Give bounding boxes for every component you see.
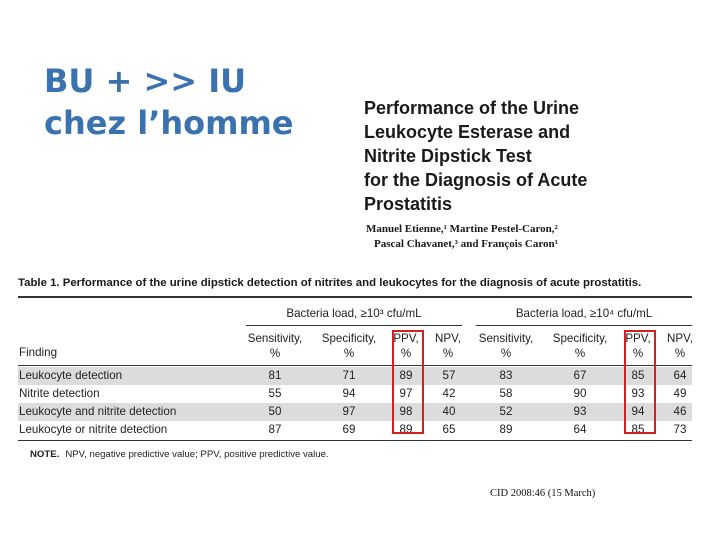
- table-cell: 64: [673, 369, 687, 382]
- table-cell: 94: [631, 405, 645, 418]
- col-header-specificity-2: [545, 331, 615, 361]
- col-header-unit: %: [574, 347, 586, 360]
- table-cell: 73: [673, 423, 687, 436]
- table-bottom-rule: [18, 440, 692, 441]
- table-cell: 42: [442, 387, 456, 400]
- table-cell: 83: [499, 369, 513, 382]
- col-header-unit: %: [400, 347, 412, 360]
- col-header-npv-1: [430, 331, 466, 361]
- row-finding: Nitrite detection: [19, 387, 100, 400]
- table-cell: 71: [342, 369, 356, 382]
- table-cell: 93: [631, 387, 645, 400]
- note-text: NPV, negative predictive value; PPV, positive predictive value.: [65, 449, 329, 460]
- table-cell: 65: [442, 423, 456, 436]
- paper-title-line-3: Nitrite Dipstick Test: [364, 146, 532, 166]
- ppv-highlight-box-2: [624, 330, 656, 434]
- table-cell: 50: [268, 405, 282, 418]
- table-top-rule: [18, 296, 692, 298]
- col-header-sensitivity-1: [240, 331, 310, 361]
- col-header-sensitivity-2: [471, 331, 541, 361]
- col-header-line: Sensitivity,: [247, 332, 303, 345]
- table-cell: 52: [499, 405, 513, 418]
- col-header-unit: %: [442, 347, 454, 360]
- col-header-line: Specificity,: [321, 332, 377, 345]
- table-cell: 85: [631, 369, 645, 382]
- group-underline-1: [246, 325, 462, 326]
- paper-title-line-2: Leukocyte Esterase and: [364, 122, 571, 142]
- authors-line-2: Pascal Chavanet,³ and François Caron¹: [374, 238, 558, 250]
- ppv-highlight-box-1: [392, 330, 424, 434]
- table-cell: 57: [442, 369, 456, 382]
- finding-column-header: Finding: [19, 346, 58, 359]
- slide-title-line-1: BU + >> IU: [44, 62, 247, 100]
- slide-title-line-2: chez l’homme: [44, 104, 294, 142]
- table-cell: 81: [268, 369, 282, 382]
- table-cell: 46: [673, 405, 687, 418]
- group-header-1: Bacteria load, ≥10³ cfu/mL: [286, 307, 422, 320]
- table-cell: 67: [573, 369, 587, 382]
- note-label: NOTE.: [30, 449, 60, 460]
- table-cell: 64: [573, 423, 587, 436]
- row-finding: Leukocyte and nitrite detection: [19, 405, 177, 418]
- col-header-unit: %: [500, 347, 512, 360]
- row-finding: Leukocyte detection: [19, 369, 123, 382]
- table-cell: 97: [399, 387, 413, 400]
- group-header-2: Bacteria load, ≥10⁴ cfu/mL: [515, 307, 653, 320]
- table-cell: 98: [399, 405, 413, 418]
- paper-title-line-1: Performance of the Urine: [364, 98, 580, 118]
- table-cell: 97: [342, 405, 356, 418]
- col-header-line: NPV,: [667, 332, 693, 345]
- paper-title-line-4: for the Diagnosis of Acute: [364, 170, 588, 190]
- col-header-unit: %: [269, 347, 281, 360]
- col-header-line: Sensitivity,: [478, 332, 534, 345]
- table-cell: 58: [499, 387, 513, 400]
- citation: CID 2008:46 (15 March): [490, 488, 596, 499]
- table-cell: 69: [342, 423, 356, 436]
- col-header-line: Specificity,: [552, 332, 608, 345]
- authors-line-1: Manuel Etienne,¹ Martine Pestel-Caron,²: [366, 223, 558, 235]
- table-cell: 94: [342, 387, 356, 400]
- col-header-npv-2: [662, 331, 698, 361]
- table-cell: 89: [399, 369, 413, 382]
- paper-title-line-5: Prostatitis: [364, 194, 453, 214]
- paper-authors: [366, 222, 558, 252]
- col-header-line: NPV,: [435, 332, 461, 345]
- table-cell: 89: [399, 423, 413, 436]
- col-header-line: PPV,: [625, 332, 651, 345]
- slide-title: [44, 60, 294, 144]
- table-cell: 87: [268, 423, 282, 436]
- table-note: [30, 449, 329, 460]
- table-cell: 93: [573, 405, 587, 418]
- table-caption: Table 1. Performance of the urine dipstick detection of nitrites and leukocytes for the diagnosis of acute prostatitis.: [18, 277, 642, 289]
- table-cell: 49: [673, 387, 687, 400]
- col-header-unit: %: [674, 347, 686, 360]
- table-cell: 90: [573, 387, 587, 400]
- table-cell: 89: [499, 423, 513, 436]
- header-bottom-rule: [18, 365, 692, 366]
- table-cell: 85: [631, 423, 645, 436]
- paper-title: [364, 96, 587, 216]
- table-cell: 40: [442, 405, 456, 418]
- col-header-specificity-1: [314, 331, 384, 361]
- col-header-unit: %: [343, 347, 355, 360]
- col-header-unit: %: [632, 347, 644, 360]
- col-header-line: PPV,: [393, 332, 419, 345]
- row-finding: Leukocyte or nitrite detection: [19, 423, 168, 436]
- group-underline-2: [476, 325, 692, 326]
- table-cell: 55: [268, 387, 282, 400]
